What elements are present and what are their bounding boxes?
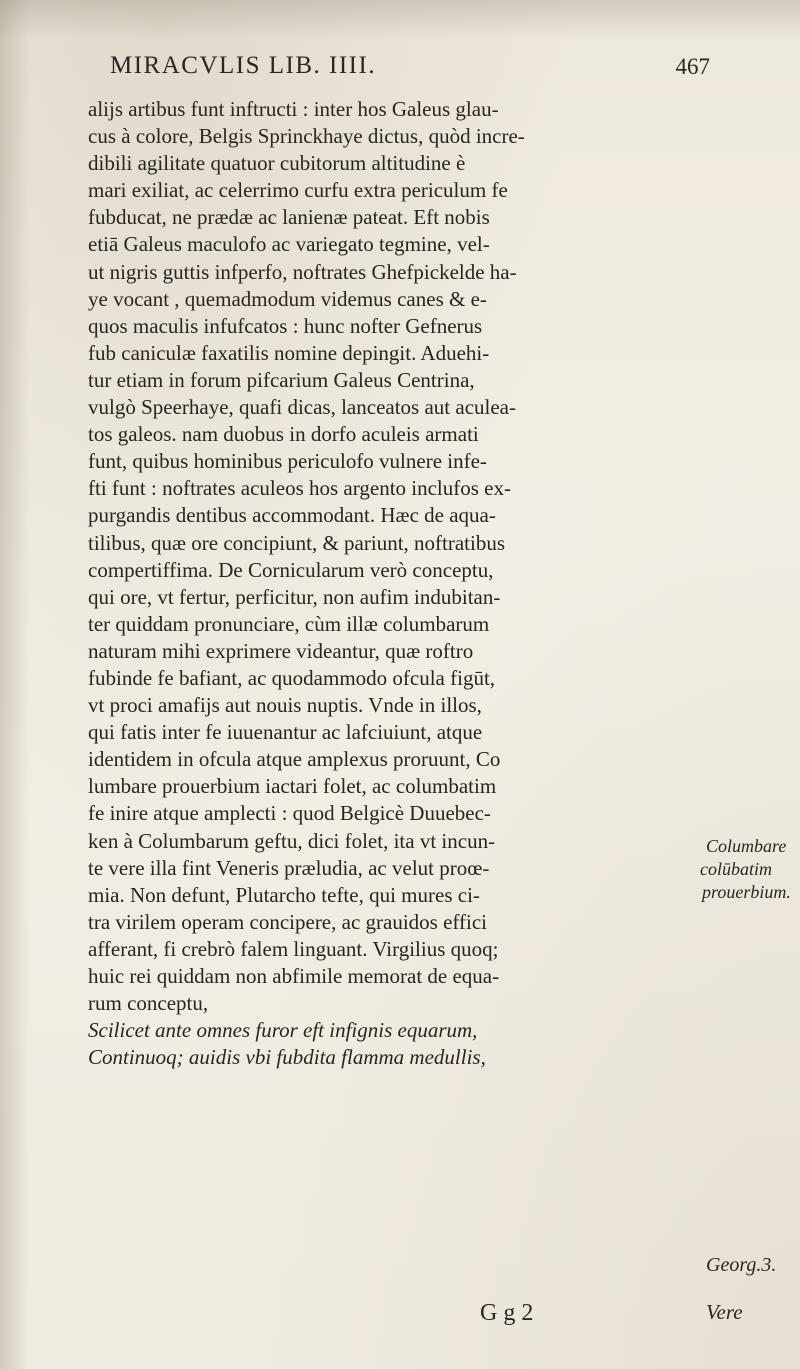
text-line: etiā Galeus maculofo ac variegato tegmine, vel-	[88, 232, 490, 257]
text-line: fubducat, ne prædæ ac lanienæ pateat. Eft nobis	[88, 205, 490, 230]
text-line: ter quiddam pronunciare, cùm illæ columbarum	[88, 611, 490, 636]
text-line: purgandis dentibus accommodant. Hæc de aqua-	[88, 503, 496, 528]
top-edge-shadow	[0, 0, 800, 40]
text-line: mia. Non defunt, Plutarcho tefte, qui mures ci-	[88, 882, 480, 907]
text-line: afferant, fi crebrò falem linguant. Virgilius quoq;	[88, 936, 499, 961]
text-line: fti funt : noftrates aculeos hos argento inclufos ex-	[88, 476, 511, 501]
page-header	[110, 52, 710, 92]
text-line: qui ore, vt fertur, perficitur, non aufim indubitan-	[88, 584, 501, 609]
text-line: naturam mihi exprimere videantur, quæ roftro	[88, 638, 474, 663]
margin-note: prouerbium.	[702, 882, 791, 902]
text-line: qui fatis inter fe iuuenantur ac lafciuiunt, atque	[88, 720, 483, 745]
text-line: fubinde fe bafiant, ac quodammodo ofcula figūt,	[88, 665, 496, 690]
text-line: ken à Columbarum geftu, dici folet, ita vt incun-	[88, 828, 496, 853]
catchword: Vere	[706, 1300, 743, 1324]
text-line: fub caniculæ faxatilis nomine depingit. Aduehi-	[88, 340, 490, 365]
signature-mark: G g 2	[480, 1300, 534, 1326]
text-line: tur etiam in forum pifcarium Galeus Centrina,	[88, 367, 475, 392]
text-line: identidem in ofcula atque amplexus proruunt, Co	[88, 747, 501, 772]
text-line: dibili agilitate quatuor cubitorum altitudine è	[88, 151, 466, 176]
text-line: te vere illa fint Veneris præludia, ac velut proœ-	[88, 855, 490, 880]
text-line: ye vocant , quemadmodum videmus canes & e-	[88, 286, 487, 311]
text-line: fe inire atque amplecti : quod Belgicè Duuebec-	[88, 801, 491, 826]
body-text	[88, 96, 628, 1071]
text-line: lumbare prouerbium iactari folet, ac columbatim	[88, 774, 497, 799]
text-line: quos maculis infufcatos : hunc nofter Gefnerus	[88, 313, 483, 338]
text-line: huic rei quiddam non abfimile memorat de equa-	[88, 964, 500, 988]
text-line: ut nigris guttis infperfo, noftrates Ghefpickelde ha-	[88, 259, 517, 284]
text-line: tra virilem operam concipere, ac grauidos effici	[88, 909, 488, 934]
verse-line: Continuoq; auidis vbi fubdita flamma medullis,	[88, 1045, 486, 1070]
verse-line: Scilicet ante omnes furor eft infignis equarum,	[88, 1018, 478, 1043]
text-line: tilibus, quæ ore concipiunt, & pariunt, noftratibus	[88, 530, 506, 555]
text-line: mari exiliat, ac celerrimo curfu extra periculum fe	[88, 178, 508, 203]
text-line: cus à colore, Belgis Sprinckhaye dictus, quòd incre-	[88, 124, 525, 149]
text-line: rum conceptu,	[88, 991, 209, 1016]
text-line: vulgò Speerhaye, quafi dicas, lanceatos aut aculea-	[88, 395, 516, 420]
running-head: MIRACVLIS LIB. IIII.	[110, 52, 377, 79]
gutter-shadow	[0, 0, 30, 1369]
margin-note-reference: Georg.3.	[706, 1254, 777, 1276]
text-line: compertiffima. De Cornicularum verò conceptu,	[88, 557, 494, 582]
text-line: vt proci amafijs aut nouis nuptis. Vnde in illos,	[88, 693, 482, 718]
page-number: 467	[675, 54, 710, 79]
margin-note: colūbatim	[700, 859, 772, 879]
text-line: tos galeos. nam duobus in dorfo aculeis armati	[88, 422, 479, 447]
text-line: funt, quibus hominibus periculofo vulnere infe-	[88, 449, 487, 474]
margin-note: Columbare	[706, 836, 787, 856]
text-line: alijs artibus funt inftructi : inter hos Galeus glau-	[88, 97, 499, 121]
